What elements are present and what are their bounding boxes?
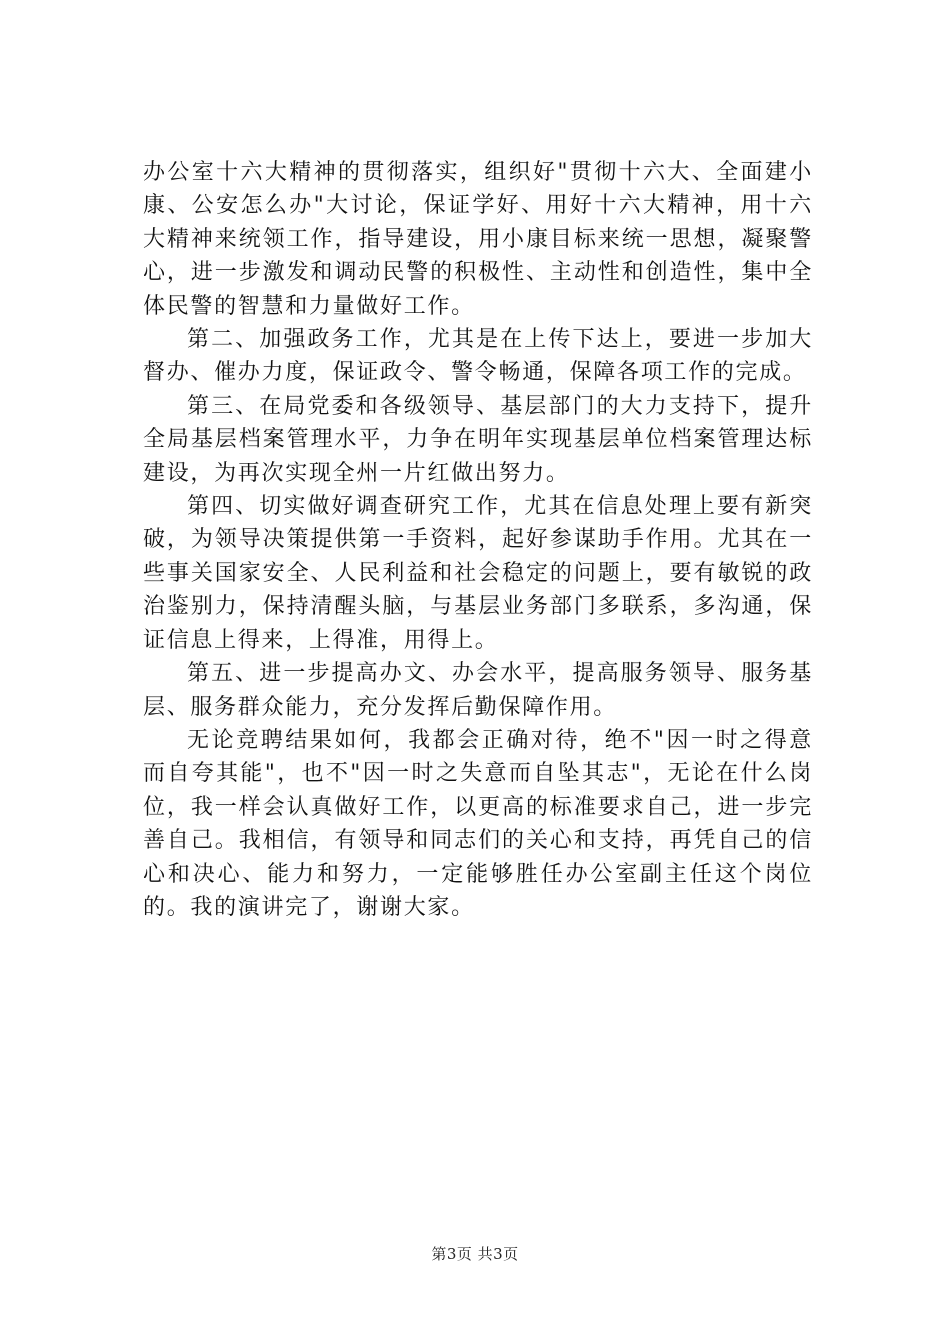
- document-body: [143, 156, 813, 924]
- paragraph-point-three: 第三、在局党委和各级领导、基层部门的大力支持下，提升全局基层档案管理水平，力争在明年实现基层单位档案管理达标建设，为再次实现全州一片红做出努力。: [143, 393, 813, 486]
- paragraph-point-two: 第二、加强政务工作，尤其是在上传下达上，要进一步加大督办、催办力度，保证政令、警令畅通，保障各项工作的完成。: [143, 327, 813, 386]
- page-number-footer: 第3页 共3页: [431, 1245, 519, 1263]
- paragraph-point-four: 第四、切实做好调查研究工作，尤其在信息处理上要有新突破，为领导决策提供第一手资料，起好参谋助手作用。尤其在一些事关国家安全、人民利益和社会稳定的问题上，要有敏锐的政治鉴别力，保持清醒头脑，与基层业务部门多联系，多沟通，保证信息上得来，上得准，用得上。: [143, 494, 813, 653]
- paragraph-point-five: 第五、进一步提高办文、办会水平，提高服务领导、服务基层、服务群众能力，充分发挥后勤保障作用。: [143, 661, 813, 720]
- paragraph-continuation: 办公室十六大精神的贯彻落实，组织好"贯彻十六大、全面建小康、公安怎么办"大讨论，保证学好、用好十六大精神，用十六大精神来统领工作，指导建设，用小康目标来统一思想，凝聚警心，进一步激发和调动民警的积极性、主动性和创造性，集中全体民警的智慧和力量做好工作。: [143, 160, 813, 319]
- paragraph-closing: 无论竞聘结果如何，我都会正确对待，绝不"因一时之得意而自夸其能"，也不"因一时之失意而自坠其志"，无论在什么岗位，我一样会认真做好工作，以更高的标准要求自己，进一步完善自己。我相信，有领导和同志们的关心和支持，再凭自己的信心和决心、能力和努力，一定能够胜任办公室副主任这个岗位的。我的演讲完了，谢谢大家。: [143, 727, 813, 920]
